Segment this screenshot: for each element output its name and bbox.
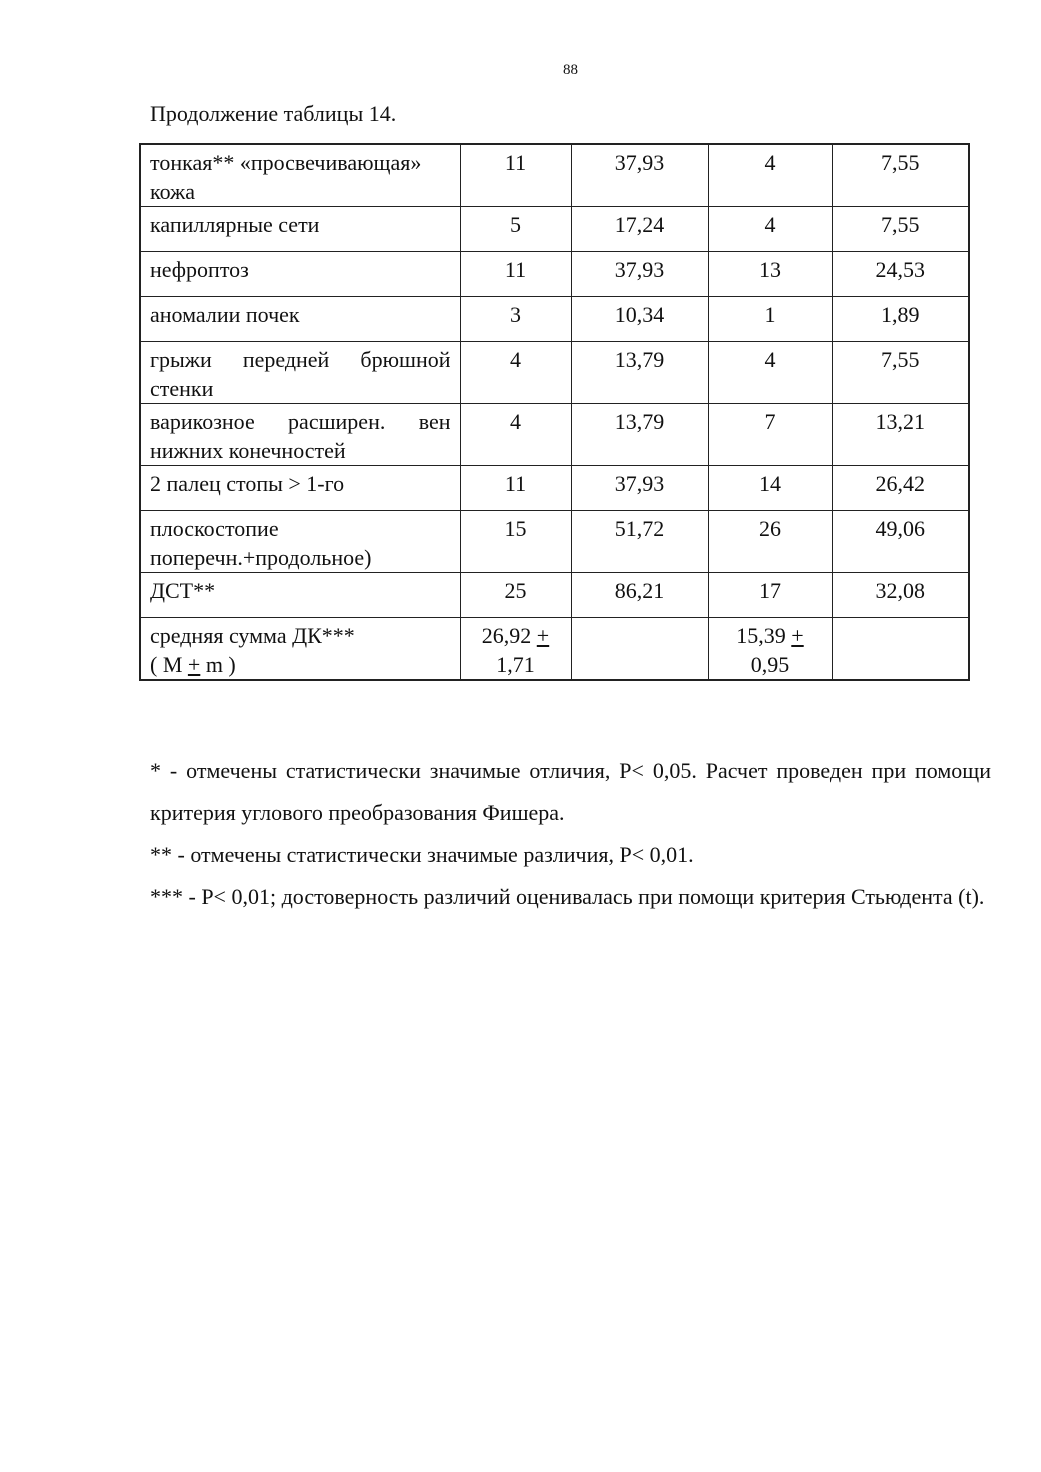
mean-value-1: 26,92 [481,623,537,648]
footnote-1: * - отмечены статистически значимые отличия, P< 0,05. Расчет проведен при помощи критерия углового преобразования Фишера. [150,758,991,825]
row-label: 2 палец стопы > 1-го [140,466,460,511]
table-row [140,342,969,404]
cell-percent-2: 13,21 [832,404,969,466]
row-label: грыжи передней брюшной стенки [140,342,460,404]
cell-count-2: 4 [708,144,832,207]
cell-count-2: 4 [708,342,832,404]
cell-count-1: 15 [460,511,571,573]
footnote-3: *** - P< 0,01; достоверность различий оценивалась при помощи критерия Стьюдента (t). [150,884,985,909]
table-caption: Продолжение таблицы 14. [150,101,397,126]
cell-count-1: 4 [460,342,571,404]
footnote-2: ** - отмечены статистически значимые различия, P< 0,01. [150,842,694,867]
cell-count-1: 4 [460,404,571,466]
cell-count-2: 1 [708,297,832,342]
cell-count-2: 17 [708,573,832,618]
table-row [140,252,969,297]
cell-percent-1: 37,93 [571,144,708,207]
table-row [140,207,969,252]
cell-percent-1: 17,24 [571,207,708,252]
cell-percent-2: 7,55 [832,342,969,404]
row-label: варикозное расширен. вен нижних конечностей [140,404,460,466]
cell-percent-1: 37,93 [571,252,708,297]
plus-minus-sign: + [791,623,804,648]
cell-percent-1: 51,72 [571,511,708,573]
table-row [140,511,969,573]
table-row [140,404,969,466]
mean-cell-group-1 [460,618,571,681]
mean-value-2: 15,39 [736,623,792,648]
cell-percent-1: 86,21 [571,573,708,618]
mean-cell-empty-2 [832,618,969,681]
mean-label-pre: ( M [150,652,188,677]
plus-minus-sign: + [536,623,550,648]
footnotes [150,750,991,918]
cell-percent-2: 7,55 [832,207,969,252]
mean-error-1: 1,71 [496,652,535,677]
cell-percent-2: 1,89 [832,297,969,342]
row-label: тонкая** «просвечивающая» кожа [140,144,460,207]
mean-label-post: m ) [200,652,236,677]
row-label: ДСТ** [140,573,460,618]
table-row [140,297,969,342]
cell-percent-1: 37,93 [571,466,708,511]
table-row [140,573,969,618]
cell-percent-2: 7,55 [832,144,969,207]
mean-label-line1: средняя сумма ДК*** [150,623,355,648]
cell-count-1: 25 [460,573,571,618]
cell-count-2: 26 [708,511,832,573]
mean-cell-empty-1 [571,618,708,681]
cell-percent-1: 13,79 [571,404,708,466]
cell-count-1: 11 [460,144,571,207]
row-label: аномалии почек [140,297,460,342]
table-row-mean [140,618,969,681]
cell-count-1: 11 [460,252,571,297]
plus-minus-sign: + [187,652,201,677]
mean-row-label [140,618,460,681]
page-number: 88 [563,62,578,78]
cell-percent-2: 49,06 [832,511,969,573]
row-label: плоскостопие поперечн.+продольное) [140,511,460,573]
cell-percent-2: 24,53 [832,252,969,297]
mean-cell-group-2 [708,618,832,681]
cell-percent-1: 13,79 [571,342,708,404]
row-label: капиллярные сети [140,207,460,252]
mean-error-2: 0,95 [750,652,790,677]
cell-percent-2: 26,42 [832,466,969,511]
cell-count-2: 7 [708,404,832,466]
cell-percent-2: 32,08 [832,573,969,618]
cell-count-1: 11 [460,466,571,511]
cell-count-2: 13 [708,252,832,297]
table-row [140,144,969,207]
cell-count-1: 3 [460,297,571,342]
cell-count-1: 5 [460,207,571,252]
cell-count-2: 14 [708,466,832,511]
row-label: нефроптоз [140,252,460,297]
data-table [139,143,970,681]
table-row [140,466,969,511]
cell-percent-1: 10,34 [571,297,708,342]
cell-count-2: 4 [708,207,832,252]
